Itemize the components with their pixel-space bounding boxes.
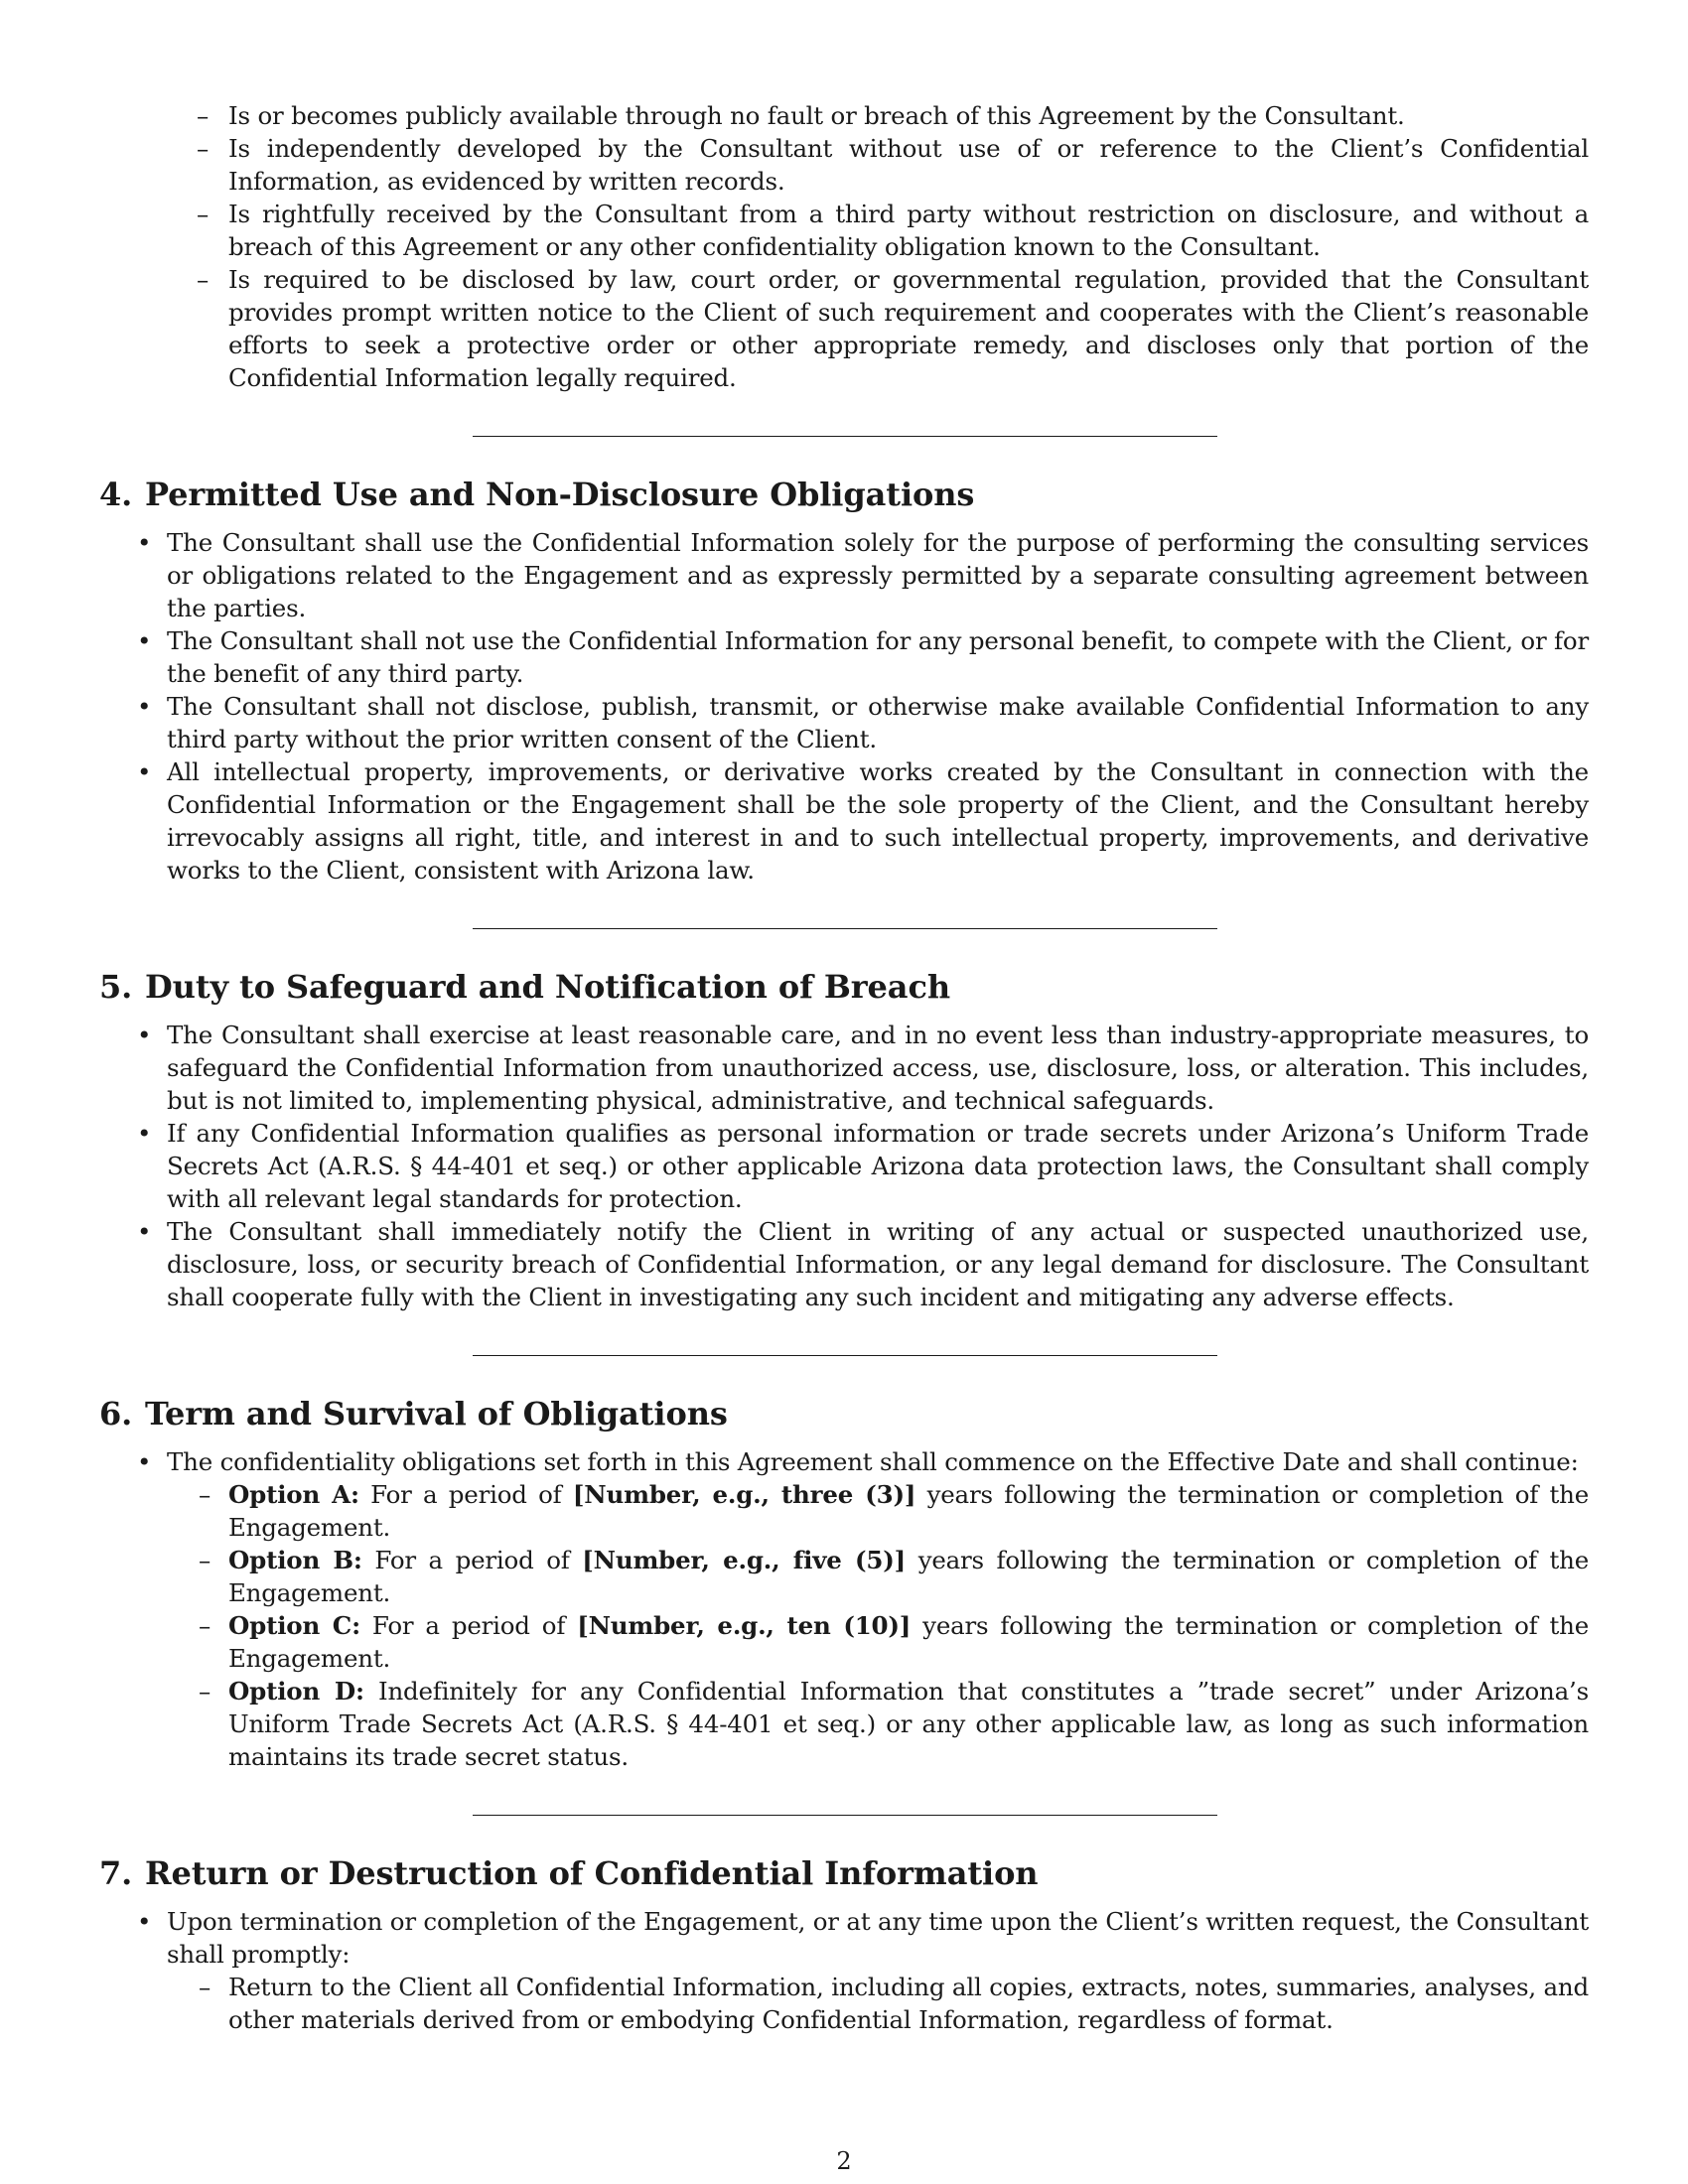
list-item-text: All intellectual property, improvements, or derivative works created by the Consultant in connection with the Confidential Information or the Engagement shall be the sole property of the Client, and the Consultant hereby irrevocably assigns all right, title, and interest in and to such intellectual property, improvements, and derivative works to the Client, consistent with Arizona law. — [167, 757, 1589, 885]
dash-marker: – — [199, 1973, 211, 2001]
section-heading — [99, 1853, 1589, 1893]
list-item-text: The Consultant shall use the Confidential Information solely for the purpose of performing the consulting services or obligations related to the Engagement and as expressly permitted by a separate consulting agreement between the parties. — [167, 528, 1589, 622]
list-item-text: The Consultant shall not use the Confidential Information for any personal benefit, to compete with the Client, or for the benefit of any third party. — [167, 626, 1589, 688]
section-number: 5. — [99, 968, 133, 1006]
section-title: Permitted Use and Non-Disclosure Obligations — [145, 476, 975, 513]
dash-marker: – — [199, 1611, 211, 1640]
list-item — [197, 198, 1589, 263]
dash-marker: – — [197, 200, 210, 228]
term-option-b — [199, 1544, 1590, 1609]
list-item-text: Upon termination or completion of the Engagement, or at any time upon the Client’s written request, the Consultant shall promptly: — [167, 1907, 1589, 1969]
list-item-text: The Consultant shall not disclose, publish, transmit, or otherwise make available Confidential Information to any third party without the prior written consent of the Client. — [167, 692, 1589, 753]
section-divider — [473, 1355, 1217, 1356]
return-steps-list — [199, 1971, 1589, 2036]
bullet-marker: • — [137, 757, 152, 786]
term-option-a — [199, 1478, 1590, 1544]
dash-marker: – — [197, 134, 210, 163]
option-text: years following the termination or completion of the Engagement. — [228, 1546, 1590, 1607]
option-label: Option D: — [228, 1677, 364, 1706]
section-title: Term and Survival of Obligations — [145, 1395, 728, 1433]
section3-exceptions-list — [197, 99, 1589, 394]
document-page — [99, 99, 1589, 2036]
list-item-text: The Consultant shall immediately notify the Client in writing of any actual or suspected unauthorized use, disclosure, loss, or security breach of Confidential Information, or any legal demand for disclosure. The Consultant shall cooperate fully with the Client in investigating any such incident and mitigating any adverse effects. — [167, 1217, 1589, 1311]
list-item — [137, 624, 1589, 690]
list-item-text: Is required to be disclosed by law, court order, or governmental regulation, provided that the Consultant provides prompt written notice to the Client of such requirement and cooperates with the Client’s reasonable efforts to seek a protective order or other appropriate remedy, and discloses only that portion of the Confidential Information legally required. — [228, 265, 1589, 392]
list-item-text: Is or becomes publicly available through no fault or breach of this Agreement by the Consultant. — [228, 101, 1405, 130]
dash-marker: – — [199, 1480, 211, 1509]
option-text: For a period of — [358, 1480, 573, 1509]
dash-marker: – — [199, 1546, 211, 1574]
option-label: Option B: — [228, 1546, 362, 1574]
bullet-marker: • — [137, 1447, 152, 1476]
list-item — [197, 263, 1589, 394]
section-title: Duty to Safeguard and Notification of Breach — [145, 968, 950, 1006]
page-number: 2 — [836, 2147, 852, 2175]
term-option-c — [199, 1609, 1590, 1675]
option-placeholder: [Number, e.g., three (3)] — [572, 1480, 916, 1509]
option-label: Option C: — [228, 1611, 360, 1640]
dash-marker: – — [199, 1677, 211, 1706]
section-number: 4. — [99, 476, 133, 513]
section6-list — [137, 1445, 1590, 1773]
section-title: Return or Destruction of Confidential Information — [145, 1854, 1039, 1892]
option-placeholder: [Number, e.g., five (5)] — [582, 1546, 907, 1574]
dash-marker: – — [197, 265, 210, 294]
section5-list — [137, 1019, 1589, 1313]
list-item-text: If any Confidential Information qualifies as personal information or trade secrets under Arizona’s Uniform Trade Secrets Act (A.R.S. § 44-401 et seq.) or other applicable Arizona data protection laws, the Consultant shall comply with all relevant legal standards for protection. — [167, 1119, 1589, 1213]
list-item — [137, 526, 1589, 624]
option-text: Indefinitely for any Confidential Information that constitutes a ”trade secret” under Arizona’s Uniform Trade Secrets Act (A.R.S. § 44-401 et seq.) or any other applicable law, as long as such information maintains its trade secret status. — [228, 1677, 1589, 1771]
section7-list — [137, 1905, 1589, 2036]
option-text: years following the termination or completion of the Engagement. — [228, 1480, 1590, 1542]
dash-marker: – — [197, 101, 210, 130]
term-option-d — [199, 1675, 1589, 1773]
list-item — [199, 1971, 1589, 2036]
option-text: For a period of — [361, 1546, 583, 1574]
list-item-text: The Consultant shall exercise at least reasonable care, and in no event less than industry-appropriate measures, to safeguard the Confidential Information from unauthorized access, use, disclosure, loss, or alteration. This includes, but is not limited to, implementing physical, administrative, and technical safeguards. — [167, 1021, 1589, 1115]
list-item — [137, 1905, 1589, 2036]
list-item-text: The confidentiality obligations set forth in this Agreement shall commence on the Effective Date and shall continue: — [167, 1447, 1579, 1476]
option-placeholder: [Number, e.g., ten (10)] — [577, 1611, 912, 1640]
bullet-marker: • — [137, 528, 152, 557]
section-number: 6. — [99, 1395, 133, 1433]
list-item — [137, 755, 1589, 887]
section-divider — [473, 928, 1217, 929]
bullet-marker: • — [137, 626, 152, 655]
section4-list — [137, 526, 1589, 887]
list-item — [137, 1019, 1589, 1117]
bullet-marker: • — [137, 1907, 152, 1936]
list-item — [137, 1215, 1589, 1313]
option-label: Option A: — [228, 1480, 359, 1509]
section-divider — [473, 436, 1217, 437]
list-item — [197, 99, 1589, 132]
list-item — [197, 132, 1589, 198]
section-heading — [99, 1394, 1589, 1433]
list-item-text: Return to the Client all Confidential Information, including all copies, extracts, notes, summaries, analyses, and other materials derived from or embodying Confidential Information, regardless of format. — [228, 1973, 1589, 2034]
bullet-marker: • — [137, 1021, 152, 1049]
option-text: For a period of — [359, 1611, 578, 1640]
section-divider — [473, 1815, 1217, 1816]
option-text: years following the termination or completion of the Engagement. — [228, 1611, 1590, 1673]
bullet-marker: • — [137, 1217, 152, 1246]
bullet-marker: • — [137, 1119, 152, 1148]
list-item — [137, 1445, 1590, 1773]
list-item — [137, 1117, 1589, 1215]
term-options-list — [199, 1478, 1590, 1773]
section-heading — [99, 475, 1589, 514]
list-item-text: Is rightfully received by the Consultant from a third party without restriction on disclosure, and without a breach of this Agreement or any other confidentiality obligation known to the Consultant. — [228, 200, 1589, 261]
list-item-text: Is independently developed by the Consultant without use of or reference to the Client’s Confidential Information, as evidenced by written records. — [228, 134, 1589, 196]
section-number: 7. — [99, 1854, 133, 1892]
bullet-marker: • — [137, 692, 152, 721]
list-item — [137, 690, 1589, 755]
section-heading — [99, 967, 1589, 1007]
